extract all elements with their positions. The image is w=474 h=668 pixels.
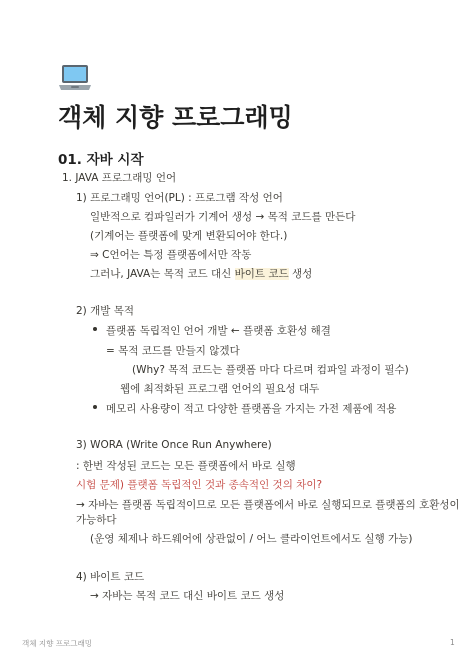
bullet-dot bbox=[93, 405, 97, 409]
text-line: 일반적으로 컴파일러가 기계어 생성 → 목적 코드를 만든다 bbox=[90, 211, 356, 223]
text-line: ⇒ C언어는 특정 플랫폼에서만 작동 bbox=[90, 249, 252, 261]
subheading-wora: 3) WORA (Write Once Run Anywhere) bbox=[76, 439, 272, 451]
bullet-text: 메모리 사용량이 적고 다양한 플랫폼을 가지는 가전 제품에 적용 bbox=[106, 403, 397, 415]
text-segment: 생성 bbox=[288, 268, 313, 280]
list-item-java: 1. JAVA 프로그래밍 언어 bbox=[62, 172, 177, 184]
text-line: = 목적 코드를 만들지 않겠다 bbox=[106, 345, 240, 357]
highlight-bytecode: 바이트 코드 bbox=[234, 268, 289, 280]
page-title: 객체 지향 프로그래밍 bbox=[58, 103, 293, 132]
footer-title: 객체 지향 프로그래밍 bbox=[22, 639, 92, 648]
text-line: (운영 체제나 하드웨어에 상관없이 / 어느 클라이언트에서도 실행 가능) bbox=[90, 533, 413, 545]
exam-question: 시험 문제) 플랫폼 독립적인 것과 종속적인 것의 차이? bbox=[76, 479, 323, 491]
laptop-icon bbox=[58, 64, 92, 92]
text-line: (Why? 목적 코드는 플랫폼 마다 다르며 컴파일 과정이 필수) bbox=[132, 364, 409, 376]
bullet-dot bbox=[93, 327, 97, 331]
subheading-purpose: 2) 개발 목적 bbox=[76, 305, 135, 317]
section-heading: 01. 자바 시작 bbox=[58, 152, 144, 168]
text-line-bytecode bbox=[90, 266, 312, 281]
text-line: : 한번 작성된 코드는 모든 플랫폼에서 바로 실행 bbox=[76, 460, 296, 472]
bullet-text: 플랫폼 독립적인 언어 개발 ← 플랫폼 호환성 해결 bbox=[106, 325, 331, 337]
text-line: (기계어는 플랫폼에 맞게 변환되어야 한다.) bbox=[90, 230, 288, 242]
text-line: → 자바는 플랫폼 독립적이므로 모든 플랫폼에서 바로 실행되므로 플랫폼의 호환성이 bbox=[76, 499, 460, 511]
text-line: → 자바는 목적 코드 대신 바이트 코드 생성 bbox=[90, 590, 285, 602]
text-segment: 그러나, JAVA는 목적 코드 대신 bbox=[90, 268, 235, 280]
subheading-bytecode: 4) 바이트 코드 bbox=[76, 571, 145, 583]
subheading-pl: 1) 프로그래밍 언어(PL) : 프로그램 작성 언어 bbox=[76, 192, 283, 204]
text-line: 가능하다 bbox=[76, 514, 117, 526]
bullet-item bbox=[106, 401, 396, 416]
text-line: 웹에 최적화된 프로그램 언어의 필요성 대두 bbox=[120, 383, 320, 395]
page-number: 1 bbox=[450, 638, 455, 647]
bullet-item bbox=[106, 323, 331, 338]
